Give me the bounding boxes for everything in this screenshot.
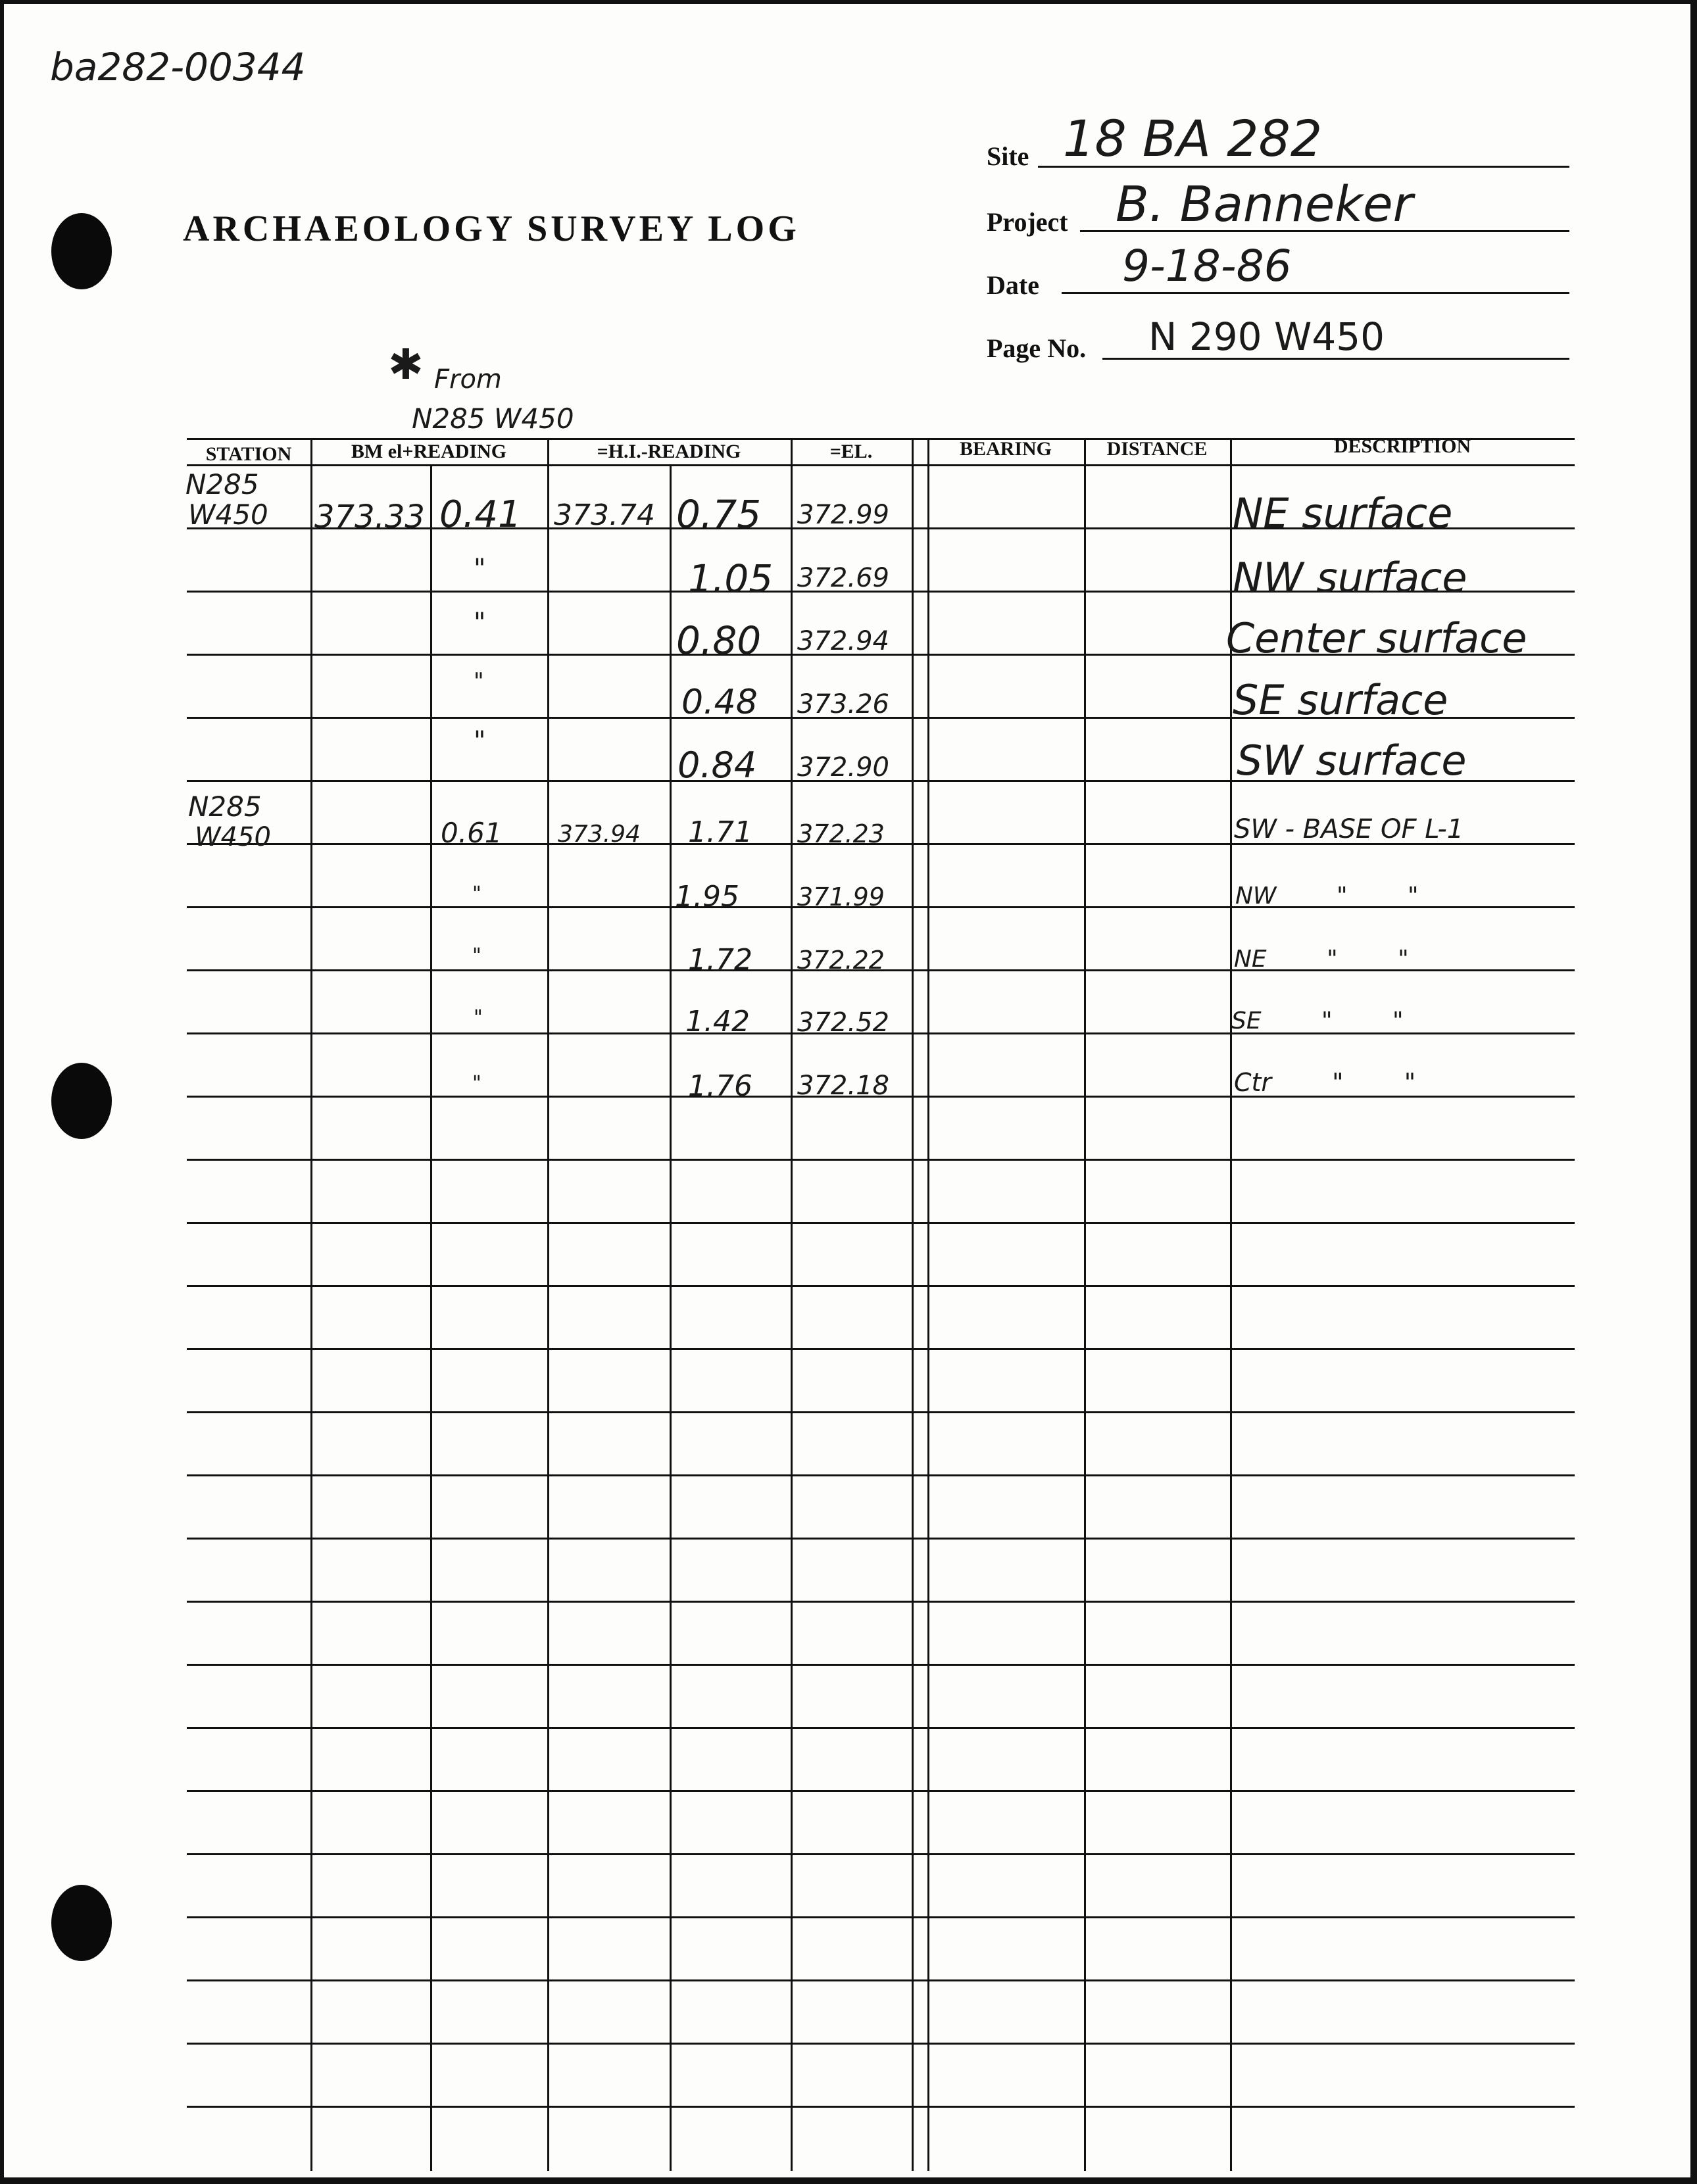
col-divider-bearing [1084,438,1086,2171]
date-label: Date [987,270,1039,300]
table-row-6-description: NW " " [1235,883,1419,910]
col-header-distance: DISTANCE [1106,438,1208,460]
col-divider-hi [791,438,793,2171]
punch-hole-middle [51,1063,112,1139]
col-divider-el-double [927,438,929,2171]
table-row-3-hi-reading: 0.48 [681,683,758,722]
page-number-label: Page No. [987,333,1087,363]
table-row-line [187,2106,1575,2108]
note-station: N285 W450 [412,402,574,435]
table-row-1-hi-reading: 1.05 [688,556,774,601]
asterisk-mark: ✱ [388,341,424,389]
col-divider-el [912,438,914,2171]
table-row-2-hi-reading: 0.80 [676,618,762,663]
table-row-5-description: SW - BASE OF L-1 [1234,814,1464,844]
table-row-0-description: NE surface [1233,489,1453,537]
col-divider-station [310,438,312,2171]
col-divider-distance [1230,438,1232,2171]
table-row-4-el: 372.90 [797,752,889,783]
table-row-line [187,1601,1575,1603]
col-divider-bm [547,438,549,2171]
table-row-line [187,1348,1575,1350]
table-row-1-reading: " [474,554,486,584]
note-from: From [434,364,502,395]
table-row-5-reading: 0.61 [441,817,503,849]
date-underline [1062,292,1569,294]
table-row-5-station-line2: W450 [195,822,271,852]
punch-hole-bottom [51,1885,112,1961]
table-row-7-description: NE " " [1234,946,1409,973]
table-row-3-reading: " [474,668,484,694]
table-row-line [187,1159,1575,1161]
table-row-0-bm: 373.33 [314,498,425,535]
table-row-5-hi-reading: 1.71 [688,815,752,849]
table-row-6-el: 371.99 [797,883,885,911]
table-row-0-reading: 0.41 [439,493,522,536]
table-row-2-description: Center surface [1226,614,1527,662]
table-row-0-hi: 373.74 [554,498,655,532]
table-row-line [187,1285,1575,1287]
table-row-line [187,2043,1575,2045]
table-row-9-reading: " [472,1072,481,1095]
table-row-line [187,1664,1575,1666]
table-row-0-station-line2: W450 [188,498,268,531]
table-row-4-hi-reading: 0.84 [677,744,757,786]
table-row-9-el: 372.18 [797,1071,889,1101]
page-title: ARCHAEOLOGY SURVEY LOG [183,208,800,249]
table-header-line [187,464,1575,466]
col-header-bm-reading: BM el+READING [351,441,507,462]
table-row-line [187,1222,1575,1224]
table-row-5-el: 372.23 [797,819,885,848]
table-row-1-el: 372.69 [797,563,889,593]
table-row-0-el: 372.99 [797,500,889,530]
table-row-0-station: N285 [185,468,259,500]
col-header-hi-reading: =H.I.-READING [597,441,741,462]
table-row-line [187,1411,1575,1413]
site-value: 18 BA 282 [1063,109,1323,168]
table-row-line [187,1538,1575,1540]
col-header-description: DESCRIPTION [1333,435,1471,457]
col-header-el: =EL. [829,441,873,462]
table-row-9-description: Ctr " " [1234,1068,1416,1097]
col-header-bearing: BEARING [959,438,1052,460]
table-row-1-description: NW surface [1233,554,1467,602]
table-row-2-el: 372.94 [797,626,889,656]
table-row-7-el: 372.22 [797,946,885,975]
table-row-7-reading: " [472,944,481,967]
site-label: Site [987,141,1029,171]
table-row-9-hi-reading: 1.76 [688,1069,752,1103]
table-row-7-hi-reading: 1.72 [688,943,752,977]
table-row-8-reading: " [474,1006,483,1029]
page-number-value: N 290 W450 [1148,314,1385,359]
table-row-3-el: 373.26 [797,689,889,719]
date-value: 9-18-86 [1122,241,1292,291]
project-value: B. Banneker [1116,176,1414,233]
table-row-6-reading: " [472,883,481,906]
table-row-4-reading: " [474,726,486,756]
table-row-8-description: SE " " [1231,1007,1404,1034]
table-row-6-hi-reading: 1.95 [675,880,739,913]
col-divider-bm-mid [430,464,432,2171]
table-row-line [187,1727,1575,1729]
project-label: Project [987,207,1068,237]
table-row-4-description: SW surface [1237,737,1467,785]
table-row-5-hi: 373.94 [558,821,641,848]
col-header-station: STATION [205,443,292,465]
table-row-0-hi-reading: 0.75 [676,492,762,537]
punch-hole-top [51,213,112,289]
table-row-2-reading: " [474,608,486,638]
table-row-5-station: N285 [188,790,262,823]
document-id: ba282-00344 [50,45,306,89]
table-row-3-description: SE surface [1233,676,1448,724]
table-row-8-el: 372.52 [797,1007,889,1038]
table-row-line [187,1790,1575,1792]
col-divider-hi-mid [670,464,672,2171]
table-row-8-hi-reading: 1.42 [685,1005,750,1038]
table-row-line [187,1853,1575,1855]
table-row-line [187,1474,1575,1476]
survey-log-sheet [4,4,1690,2177]
table-row-line [187,1979,1575,1981]
table-row-line [187,1916,1575,1918]
